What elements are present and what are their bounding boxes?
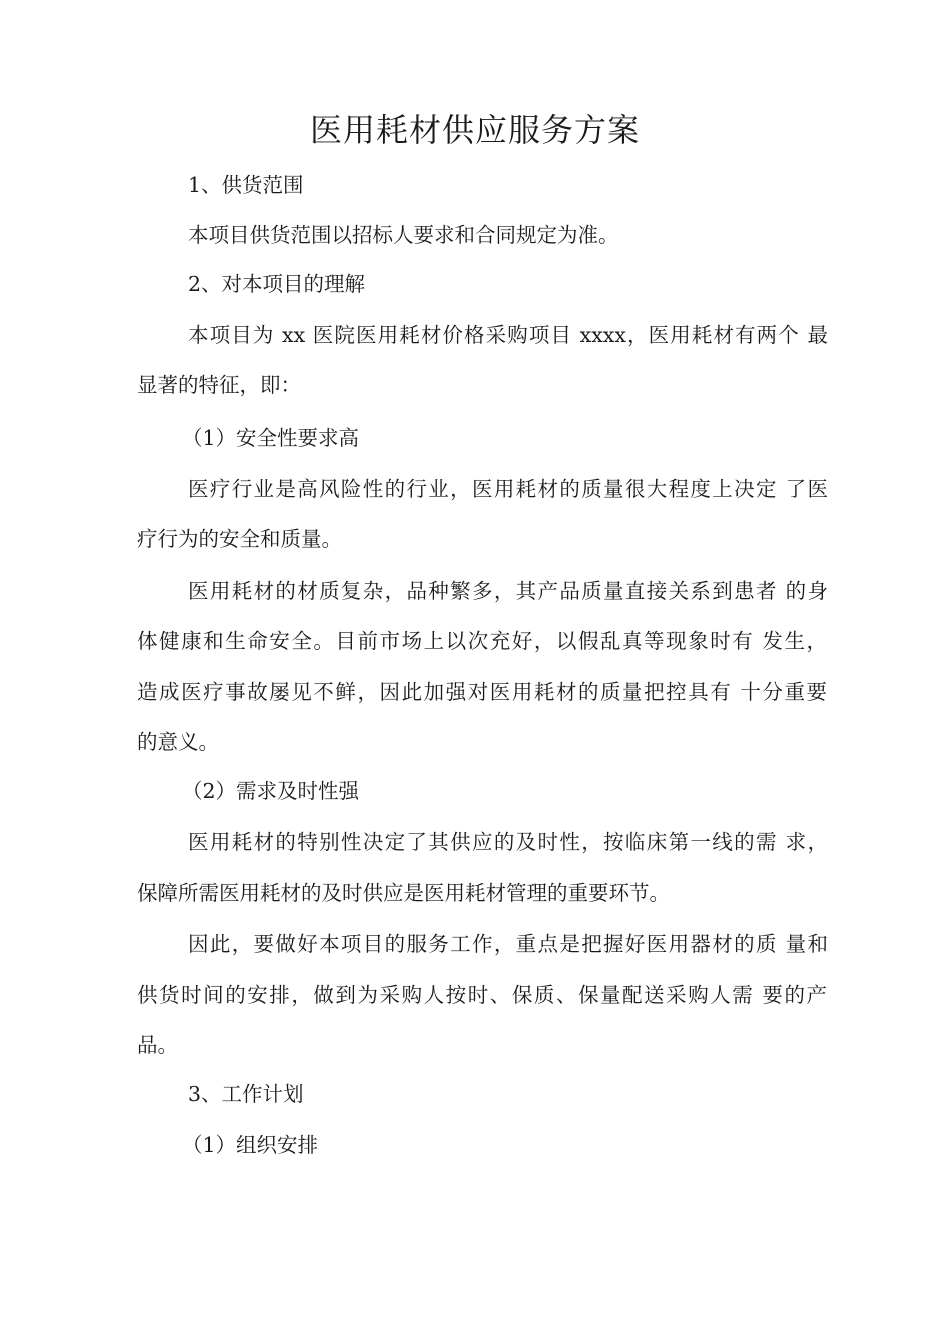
paragraph-line: 显著的特征，即： xyxy=(137,373,301,397)
paragraph-line: 保障所需医用耗材的及时供应是医用耗材管理的重要环节。 xyxy=(137,881,670,905)
paragraph-line: 造成医疗事故屡见不鲜，因此加强对医用耗材的质量把控具有 十分重要 xyxy=(137,680,827,704)
section-heading-supply-scope: 1、供货范围 xyxy=(188,173,304,197)
paragraph-line: 医用耗材的特别性决定了其供应的及时性，按临床第一线的需 求， xyxy=(188,830,828,854)
subsection-heading-safety: （1）安全性要求高 xyxy=(182,426,360,450)
paragraph-line: 本项目为 xx 医院医用耗材价格采购项目 xxxx，医用耗材有两个 最 xyxy=(188,323,828,347)
document-title: 医用耗材供应服务方案 xyxy=(309,111,640,149)
paragraph-line: 供货时间的安排，做到为采购人按时、保质、保量配送采购人需 要的产 xyxy=(137,983,827,1007)
paragraph-line: 体健康和生命安全。目前市场上以次充好，以假乱真等现象时有 发生， xyxy=(137,629,827,653)
paragraph-line: 医疗行业是高风险性的行业，医用耗材的质量很大程度上决定 了医 xyxy=(188,477,828,501)
paragraph-line: 本项目供货范围以招标人要求和合同规定为准。 xyxy=(188,223,619,247)
section-heading-work-plan: 3、工作计划 xyxy=(188,1082,304,1106)
paragraph-line: 品。 xyxy=(137,1033,178,1057)
paragraph-line: 疗行为的安全和质量。 xyxy=(137,527,342,551)
subsection-heading-organization: （1）组织安排 xyxy=(182,1133,319,1157)
subsection-heading-timeliness: （2）需求及时性强 xyxy=(182,779,360,803)
paragraph-line: 因此，要做好本项目的服务工作，重点是把握好医用器材的质 量和 xyxy=(188,932,828,956)
section-heading-understanding: 2、对本项目的理解 xyxy=(188,272,366,296)
paragraph-line: 的意义。 xyxy=(137,730,219,754)
paragraph-line: 医用耗材的材质复杂，品种繁多，其产品质量直接关系到患者 的身 xyxy=(188,579,828,603)
